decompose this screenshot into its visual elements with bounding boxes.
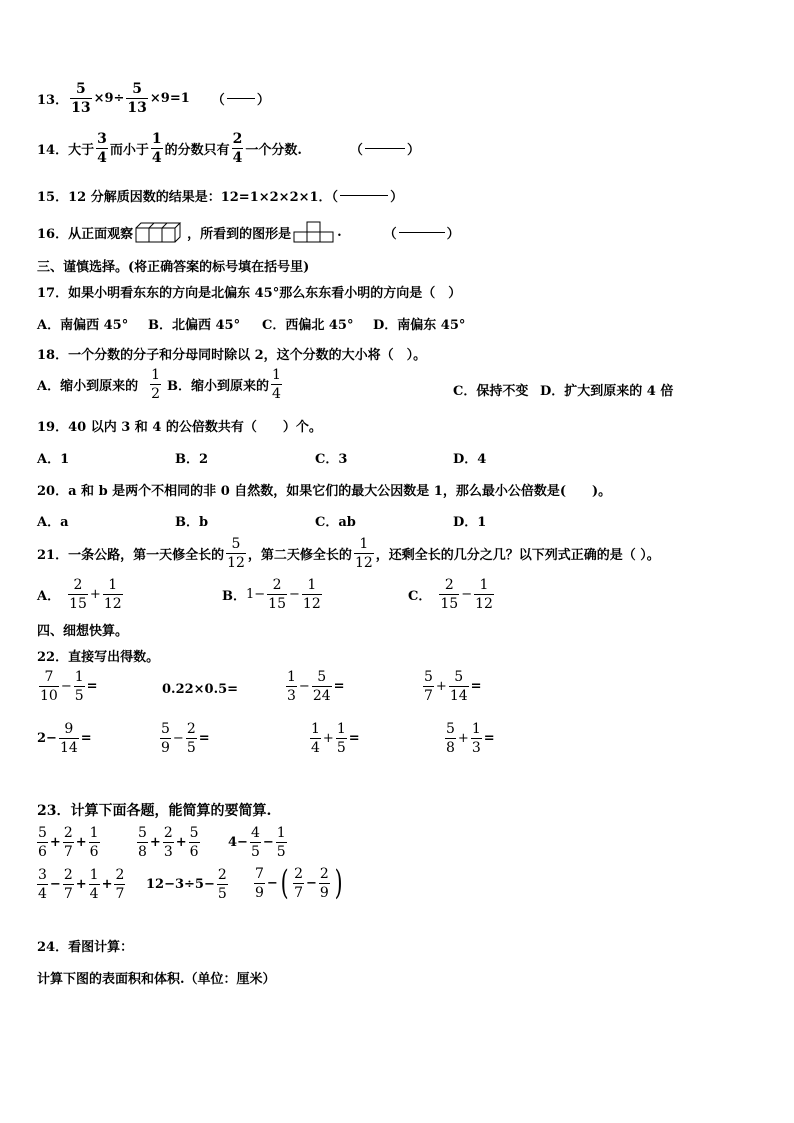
option-d[interactable]: D．南偏东 45° xyxy=(373,318,466,333)
option-a[interactable]: A． $\frac{2}{15}$ + $\frac{1}{12}$ xyxy=(37,577,122,612)
fraction: $\frac{5}{13}$ xyxy=(127,81,147,116)
option-d[interactable]: D．4 xyxy=(453,452,487,467)
fraction: $\frac{5}{13}$ xyxy=(71,81,91,116)
answer-blank[interactable] xyxy=(399,232,445,233)
question-20: 20．a 和 b 是两个不相同的非 0 自然数，如果它们的最大公因数是 1，那么最小公倍数是( )。 xyxy=(37,484,612,499)
expression: $\frac{7}{9}$ − ( $\frac{2}{7}$ − $\frac{2}{9}$ ) xyxy=(255,863,343,903)
section-3-heading: 三、谨慎选择。(将正确答案的标号填在括号里) xyxy=(37,260,310,275)
option-b[interactable]: B． 1− $\frac{2}{15}$ − $\frac{1}{12}$ xyxy=(222,577,321,612)
option-c[interactable]: C．西偏北 45° xyxy=(262,318,354,333)
question-14: 14． 大于 $\frac{3}{4}$ 而小于 $\frac{1}{4}$ 的分数只有 $\frac{2}{4}$ 一个分数. （ ） xyxy=(37,131,420,166)
option-d[interactable]: D．1 xyxy=(453,515,487,530)
question-13: 13． $\frac{5}{13}$ ×9÷ $\frac{5}{13}$ ×9=1 （ ） xyxy=(37,81,270,116)
option-a[interactable]: A．a xyxy=(37,515,69,530)
expression: $\frac{1}{3}$ − $\frac{5}{24}$ = xyxy=(287,669,345,704)
expression: 0.22×0.5= xyxy=(162,682,239,697)
expression: 2− $\frac{9}{14}$ = xyxy=(37,721,92,756)
question-22-title: 22．直接写出得数。 xyxy=(37,650,160,665)
expression: $\frac{3}{4}$ − $\frac{2}{7}$ + $\frac{1}{4}$ + $\frac{2}{7}$ xyxy=(38,867,125,902)
question-15: 15． 12 分解质因数的结果是：12=1×2×2×1．（ ） xyxy=(37,190,404,205)
question-16: 16． 从正面观察 ，所看到的图形是 . （ ） xyxy=(37,220,460,244)
expression: $\frac{7}{10}$ − $\frac{1}{5}$ = xyxy=(40,669,98,704)
answer-blank[interactable] xyxy=(340,195,388,196)
option-c[interactable]: C．保持不变 xyxy=(453,384,529,399)
question-24-title: 24．看图计算： xyxy=(37,940,134,955)
question-17: 17．如果小明看东东的方向是北偏东 45°那么东东看小明的方向是（ ） xyxy=(37,286,462,301)
answer-blank[interactable] xyxy=(365,148,405,149)
expression: 12−3÷5− $\frac{2}{5}$ xyxy=(146,867,227,902)
option-a[interactable]: A．缩小到原来的 $\frac{1}{2}$ B．缩小到原来的 $\frac{1}{4}$ xyxy=(37,367,281,402)
option-b[interactable]: B．北偏西 45° xyxy=(148,318,241,333)
expression: $\frac{1}{4}$ + $\frac{1}{5}$ = xyxy=(311,721,360,756)
expression: $\frac{5}{9}$ − $\frac{2}{5}$ = xyxy=(161,721,210,756)
option-c[interactable]: C．ab xyxy=(315,515,356,530)
expression: $\frac{5}{7}$ + $\frac{5}{14}$ = xyxy=(424,669,482,704)
question-19: 19．40 以内 3 和 4 的公倍数共有（ ）个。 xyxy=(37,420,322,435)
section-4-heading: 四、细想快算。 xyxy=(37,624,129,639)
option-c[interactable]: C．3 xyxy=(315,452,348,467)
question-21: 21．一条公路，第一天修全长的 $\frac{5}{12}$ ，第二天修全长的 $\frac{1}{12}$ ，还剩全长的几分之几？以下列式正确的是（ ）。 xyxy=(37,536,660,571)
option-d[interactable]: D．扩大到原来的 4 倍 xyxy=(540,384,674,399)
option-a[interactable]: A．1 xyxy=(37,452,70,467)
expression: $\frac{5}{8}$ + $\frac{2}{3}$ + $\frac{5}{6}$ xyxy=(138,825,199,860)
question-23-title: 23．计算下面各题，能简算的要简算. xyxy=(37,803,272,819)
answer-blank[interactable] xyxy=(227,98,255,99)
question-24-text: 计算下图的表面积和体积.（单位：厘米） xyxy=(37,972,276,987)
option-a[interactable]: A．南偏西 45° xyxy=(37,318,129,333)
cube-stack-figure xyxy=(135,220,185,244)
expression: $\frac{5}{6}$ + $\frac{2}{7}$ + $\frac{1}{6}$ xyxy=(38,825,99,860)
option-c[interactable]: C． $\frac{2}{15}$ − $\frac{1}{12}$ xyxy=(408,577,493,612)
expression: 4− $\frac{4}{5}$ − $\frac{1}{5}$ xyxy=(228,825,286,860)
option-b[interactable]: B．2 xyxy=(175,452,209,467)
expression: $\frac{5}{8}$ + $\frac{1}{3}$ = xyxy=(446,721,495,756)
question-18: 18．一个分数的分子和分母同时除以 2，这个分数的大小将（ ）。 xyxy=(37,348,427,363)
option-b[interactable]: B．b xyxy=(175,515,209,530)
front-view-figure xyxy=(293,221,335,243)
